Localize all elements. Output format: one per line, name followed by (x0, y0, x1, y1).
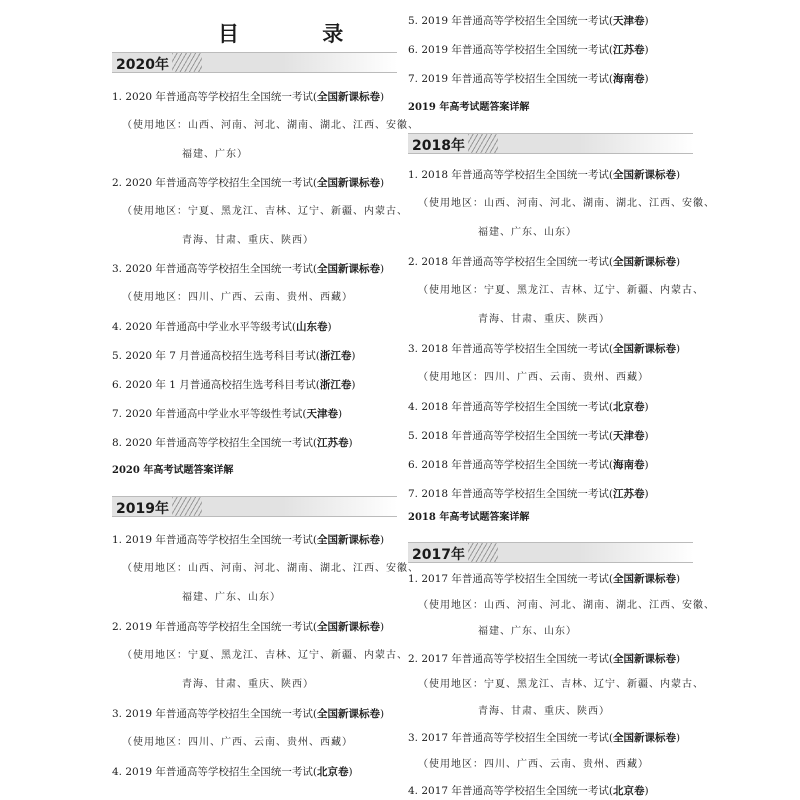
entry-edition: 全国新课标卷 (317, 621, 381, 633)
entry-edition: 北京卷 (317, 766, 349, 778)
entry-text: 8. 2020 年普通高等学校招生全国统一考试( (112, 436, 318, 449)
entry-text: 6. 2020 年 1 月普通高校招生选考科目考试( (112, 378, 320, 391)
entry-close: ) (676, 169, 681, 181)
entry-text: 7. 2020 年普通高中学业水平等级性考试( (112, 407, 307, 420)
toc-entry[interactable] (112, 262, 384, 276)
toc-entry[interactable] (408, 652, 680, 666)
entry-close: ) (644, 73, 649, 85)
entry-text: 1. 2018 年普通高等学校招生全国统一考试( (408, 169, 614, 181)
toc-entry[interactable] (408, 43, 649, 57)
toc-entry[interactable] (408, 342, 680, 356)
answers-2020[interactable]: 2020 年高考试题答案详解 (112, 465, 234, 476)
usage-regions: （使用地区：四川、广西、云南、贵州、西藏） (418, 372, 649, 383)
entry-text: 7. 2018 年普通高等学校招生全国统一考试( (408, 488, 614, 500)
toc-entry[interactable] (408, 255, 680, 269)
entry-close: ) (644, 459, 649, 471)
toc-entry[interactable] (408, 458, 649, 472)
usage-regions: （使用地区：山西、河南、河北、湖南、湖北、江西、安徽、 (122, 563, 419, 574)
toc-entry[interactable] (408, 429, 649, 443)
entry-close: ) (676, 343, 681, 355)
entry-text: 3. 2018 年普通高等学校招生全国统一考试( (408, 343, 614, 355)
answers-2019[interactable]: 2019 年高考试题答案详解 (408, 102, 530, 113)
entry-edition: 全国新课标卷 (613, 573, 677, 585)
toc-entry[interactable] (408, 14, 649, 28)
toc-entry[interactable] (112, 620, 384, 634)
usage-regions: （使用地区：山西、河南、河北、湖南、湖北、江西、安徽、 (418, 599, 715, 611)
entry-edition: 全国新课标卷 (317, 263, 381, 275)
entry-close: ) (338, 407, 343, 420)
toc-entry[interactable] (112, 176, 384, 190)
entry-close: ) (644, 15, 649, 27)
section-year-label: 2020年 (116, 57, 169, 73)
section-header-y2020 (112, 52, 397, 73)
entry-close: ) (644, 488, 649, 500)
page-title: 目 录 (218, 22, 382, 46)
entry-edition: 全国新课标卷 (613, 256, 677, 268)
usage-regions-cont: 青海、甘肃、重庆、陕西） (478, 314, 610, 325)
entry-edition: 全国新课标卷 (317, 534, 381, 546)
decorative-stripes (172, 53, 202, 72)
section-year-label: 2018年 (412, 138, 465, 154)
usage-regions: （使用地区：宁夏、黑龙江、吉林、辽宁、新疆、内蒙古、 (122, 650, 408, 661)
answers-2018[interactable]: 2018 年高考试题答案详解 (408, 512, 530, 523)
entry-close: ) (380, 708, 385, 720)
toc-entry[interactable] (112, 707, 384, 721)
usage-regions: （使用地区：四川、广西、云南、贵州、西藏） (122, 737, 353, 748)
entry-edition: 浙江卷 (319, 349, 352, 362)
entry-edition: 山东卷 (296, 320, 328, 333)
entry-text: 3. 2020 年普通高等学校招生全国统一考试( (112, 263, 318, 275)
entry-close: ) (351, 349, 356, 362)
decorative-stripes (172, 497, 202, 516)
usage-regions: （使用地区：四川、广西、云南、贵州、西藏） (122, 292, 353, 303)
section-header-y2018 (408, 133, 693, 154)
toc-entry[interactable] (408, 400, 649, 414)
entry-close: ) (676, 256, 681, 268)
toc-entry[interactable] (112, 765, 353, 779)
entry-text: 1. 2019 年普通高等学校招生全国统一考试( (112, 534, 318, 546)
entry-edition: 全国新课标卷 (613, 169, 677, 181)
entry-text: 4. 2019 年普通高等学校招生全国统一考试( (112, 766, 318, 778)
usage-regions-cont: 青海、甘肃、重庆、陕西） (478, 705, 610, 717)
entry-text: 2. 2020 年普通高等学校招生全国统一考试( (112, 177, 318, 189)
entry-text: 7. 2019 年普通高等学校招生全国统一考试( (408, 73, 614, 85)
entry-close: ) (644, 785, 649, 797)
entry-edition: 天津卷 (613, 15, 645, 27)
entry-text: 4. 2017 年普通高等学校招生全国统一考试( (408, 785, 614, 797)
usage-regions: （使用地区：四川、广西、云南、贵州、西藏） (418, 758, 649, 770)
usage-regions: （使用地区：山西、河南、河北、湖南、湖北、江西、安徽、 (122, 120, 419, 131)
entry-close: ) (676, 652, 681, 665)
entry-text: 6. 2019 年普通高等学校招生全国统一考试( (408, 44, 614, 56)
usage-regions: （使用地区：宁夏、黑龙江、吉林、辽宁、新疆、内蒙古、 (418, 679, 704, 690)
entry-edition: 江苏卷 (613, 44, 645, 56)
entry-text: 2. 2018 年普通高等学校招生全国统一考试( (408, 256, 614, 268)
usage-regions-cont: 福建、广东） (182, 148, 248, 160)
entry-edition: 北京卷 (613, 785, 645, 797)
entry-edition: 天津卷 (306, 407, 339, 420)
entry-text: 2. 2017 年普通高等学校招生全国统一考试( (408, 652, 614, 665)
entry-close: ) (380, 91, 385, 103)
entry-text: 3. 2017 年普通高等学校招生全国统一考试( (408, 732, 614, 744)
section-year-label: 2017年 (412, 547, 465, 563)
section-header-y2017 (408, 542, 693, 563)
decorative-stripes (468, 543, 498, 562)
entry-edition: 北京卷 (613, 401, 645, 413)
usage-regions: （使用地区：山西、河南、河北、湖南、湖北、江西、安徽、 (418, 198, 715, 209)
toc-entry[interactable] (112, 320, 332, 334)
usage-regions-cont: 福建、广东、山东） (478, 626, 577, 637)
toc-entry[interactable] (112, 436, 353, 450)
entry-text: 2. 2019 年普通高等学校招生全国统一考试( (112, 621, 318, 633)
usage-regions-cont: 青海、甘肃、重庆、陕西） (182, 679, 314, 690)
entry-close: ) (351, 378, 356, 391)
toc-entry[interactable] (408, 731, 680, 745)
entry-close: ) (644, 401, 649, 413)
entry-edition: 全国新课标卷 (317, 708, 381, 720)
entry-close: ) (676, 732, 681, 744)
entry-edition: 全国新课标卷 (317, 91, 381, 103)
section-header-y2019 (112, 496, 397, 517)
entry-edition: 海南卷 (613, 459, 645, 471)
entry-text: 1. 2020 年普通高等学校招生全国统一考试( (112, 91, 318, 103)
entry-text: 4. 2020 年普通高中学业水平等级考试( (112, 320, 297, 333)
entry-edition: 天津卷 (613, 430, 645, 442)
entry-edition: 全国新课标卷 (317, 177, 381, 189)
entry-close: ) (380, 534, 385, 546)
entry-edition: 浙江卷 (319, 378, 352, 391)
entry-close: ) (380, 621, 385, 633)
toc-entry[interactable] (112, 533, 384, 547)
entry-close: ) (676, 573, 681, 585)
usage-regions: （使用地区：宁夏、黑龙江、吉林、辽宁、新疆、内蒙古、 (418, 285, 704, 296)
entry-edition: 全国新课标卷 (613, 732, 677, 744)
entry-text: 5. 2020 年 7 月普通高校招生选考科目考试( (112, 349, 320, 362)
entry-edition: 全国新课标卷 (613, 343, 677, 355)
decorative-stripes (468, 134, 498, 153)
entry-edition: 全国新课标卷 (613, 652, 677, 665)
toc-entry[interactable] (408, 72, 649, 86)
entry-close: ) (327, 320, 332, 333)
entry-close: ) (380, 177, 385, 189)
toc-entry[interactable] (408, 572, 680, 586)
entry-text: 5. 2018 年普通高等学校招生全国统一考试( (408, 430, 614, 442)
toc-entry[interactable] (408, 784, 649, 798)
toc-entry[interactable] (408, 487, 649, 501)
entry-text: 3. 2019 年普通高等学校招生全国统一考试( (112, 708, 318, 720)
toc-entry[interactable] (112, 90, 384, 104)
entry-close: ) (644, 430, 649, 442)
entry-text: 6. 2018 年普通高等学校招生全国统一考试( (408, 459, 614, 471)
toc-entry[interactable] (408, 168, 680, 182)
entry-edition: 江苏卷 (613, 488, 645, 500)
toc-entry[interactable] (112, 378, 355, 392)
entry-edition: 江苏卷 (317, 436, 349, 449)
usage-regions-cont: 福建、广东、山东） (182, 592, 281, 603)
entry-close: ) (348, 436, 353, 449)
entry-close: ) (348, 766, 353, 778)
usage-regions: （使用地区：宁夏、黑龙江、吉林、辽宁、新疆、内蒙古、 (122, 206, 408, 217)
usage-regions-cont: 青海、甘肃、重庆、陕西） (182, 234, 314, 246)
entry-text: 5. 2019 年普通高等学校招生全国统一考试( (408, 15, 614, 27)
toc-entry[interactable] (112, 407, 342, 421)
entry-close: ) (644, 44, 649, 56)
entry-close: ) (380, 263, 385, 275)
usage-regions-cont: 福建、广东、山东） (478, 227, 577, 238)
toc-entry[interactable] (112, 349, 355, 363)
entry-text: 1. 2017 年普通高等学校招生全国统一考试( (408, 573, 614, 585)
section-year-label: 2019年 (116, 501, 169, 517)
entry-text: 4. 2018 年普通高等学校招生全国统一考试( (408, 401, 614, 413)
entry-edition: 海南卷 (613, 73, 645, 85)
